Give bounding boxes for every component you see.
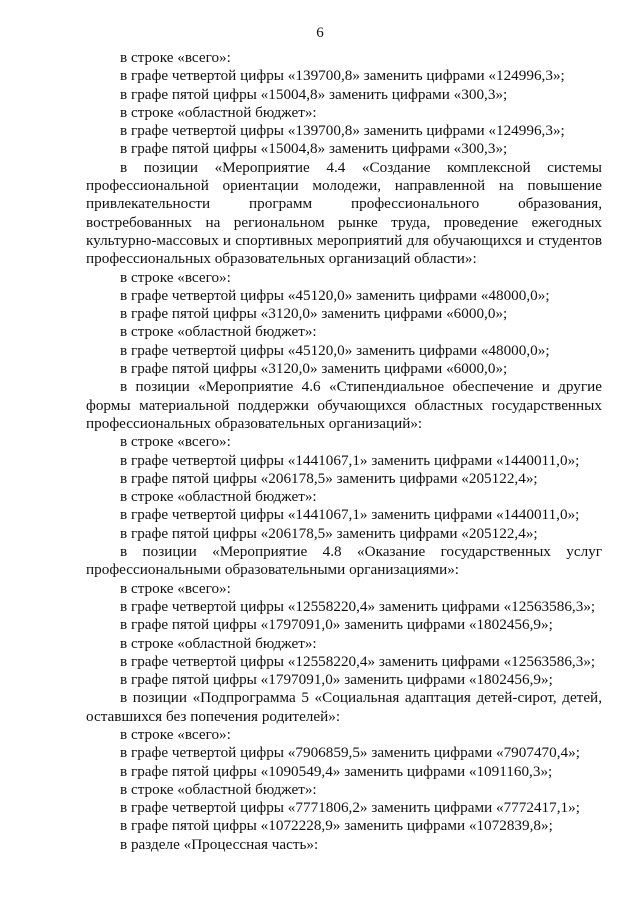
position-paragraph: в позиции «Мероприятие 4.6 «Стипендиальное обеспечение и другие формы материальной поддержки обучающихся областных государственных профессиональных образовательных организаций»: bbox=[86, 378, 602, 432]
text-line: в строке «всего»: bbox=[120, 433, 231, 451]
text-line: в графе пятой цифры «206178,5» заменить цифрами «205122,4»; bbox=[120, 469, 538, 487]
text-line: в строке «всего»: bbox=[120, 268, 231, 286]
position-paragraph: в позиции «Подпрограмма 5 «Социальная адаптация детей-сирот, детей, оставшихся без попечения родителей»: bbox=[86, 689, 602, 725]
text-line: в графе четвертой цифры «1441067,1» заменить цифрами «1440011,0»; bbox=[120, 506, 580, 524]
text-line: в строке «областной бюджет»: bbox=[120, 488, 317, 506]
page-number: 6 bbox=[316, 25, 324, 41]
text-line: в графе пятой цифры «3120,0» заменить цифрами «6000,0»; bbox=[120, 305, 508, 323]
text-line: в строке «всего»: bbox=[120, 725, 231, 743]
text-line: в строке «областной бюджет»: bbox=[120, 780, 317, 798]
position-paragraph: в позиции «Мероприятие 4.4 «Создание комплексной системы профессиональной ориентации молодежи, направленной на повышение привлекательности программ профессионального образования, востребованных на региональном рынке труда, проведение ежегодных культурно-массовых и спортивных мероприятий для обучающихся и студентов профессиональных образовательных организаций области»: bbox=[86, 158, 602, 268]
text-line: в графе четвертой цифры «1441067,1» заменить цифрами «1440011,0»; bbox=[120, 451, 580, 469]
position-paragraph: в позиции «Мероприятие 4.8 «Оказание государственных услуг профессиональными образовательными организациями»: bbox=[86, 543, 602, 579]
text-line: в строке «областной бюджет»: bbox=[120, 103, 317, 121]
text-line: в графе пятой цифры «3120,0» заменить цифрами «6000,0»; bbox=[120, 360, 508, 378]
text-line: в графе пятой цифры «1090549,4» заменить цифрами «1091160,3»; bbox=[120, 762, 553, 780]
text-line: в графе четвертой цифры «45120,0» заменить цифрами «48000,0»; bbox=[120, 286, 550, 304]
text-line: в разделе «Процессная часть»: bbox=[120, 835, 319, 853]
text-line: в графе пятой цифры «15004,8» заменить цифрами «300,3»; bbox=[120, 140, 508, 158]
text-line: в графе пятой цифры «1797091,0» заменить цифрами «1802456,9»; bbox=[120, 671, 553, 689]
text-line: в графе пятой цифры «206178,5» заменить цифрами «205122,4»; bbox=[120, 524, 538, 542]
text-line: в графе четвертой цифры «12558220,4» заменить цифрами «12563586,3»; bbox=[120, 597, 596, 615]
text-line: в графе пятой цифры «1797091,0» заменить цифрами «1802456,9»; bbox=[120, 616, 553, 634]
text-line: в строке «областной бюджет»: bbox=[120, 323, 317, 341]
text-line: в строке «областной бюджет»: bbox=[120, 634, 317, 652]
text-line: в строке «всего»: bbox=[120, 49, 231, 66]
text-line: в графе четвертой цифры «45120,0» заменить цифрами «48000,0»; bbox=[120, 341, 550, 359]
document-body bbox=[86, 49, 602, 854]
text-line: в графе четвертой цифры «139700,8» заменить цифрами «124996,3»; bbox=[120, 67, 565, 85]
text-line: в графе четвертой цифры «12558220,4» заменить цифрами «12563586,3»; bbox=[120, 652, 596, 670]
text-line: в графе четвертой цифры «7906859,5» заменить цифрами «7907470,4»; bbox=[120, 744, 580, 762]
text-line: в графе четвертой цифры «139700,8» заменить цифрами «124996,3»; bbox=[120, 122, 565, 140]
text-line: в графе пятой цифры «1072228,9» заменить цифрами «1072839,8»; bbox=[120, 817, 553, 835]
text-line: в строке «всего»: bbox=[120, 579, 231, 597]
text-line: в графе четвертой цифры «7771806,2» заменить цифрами «7772417,1»; bbox=[120, 799, 580, 817]
text-line: в графе пятой цифры «15004,8» заменить цифрами «300,3»; bbox=[120, 85, 508, 103]
